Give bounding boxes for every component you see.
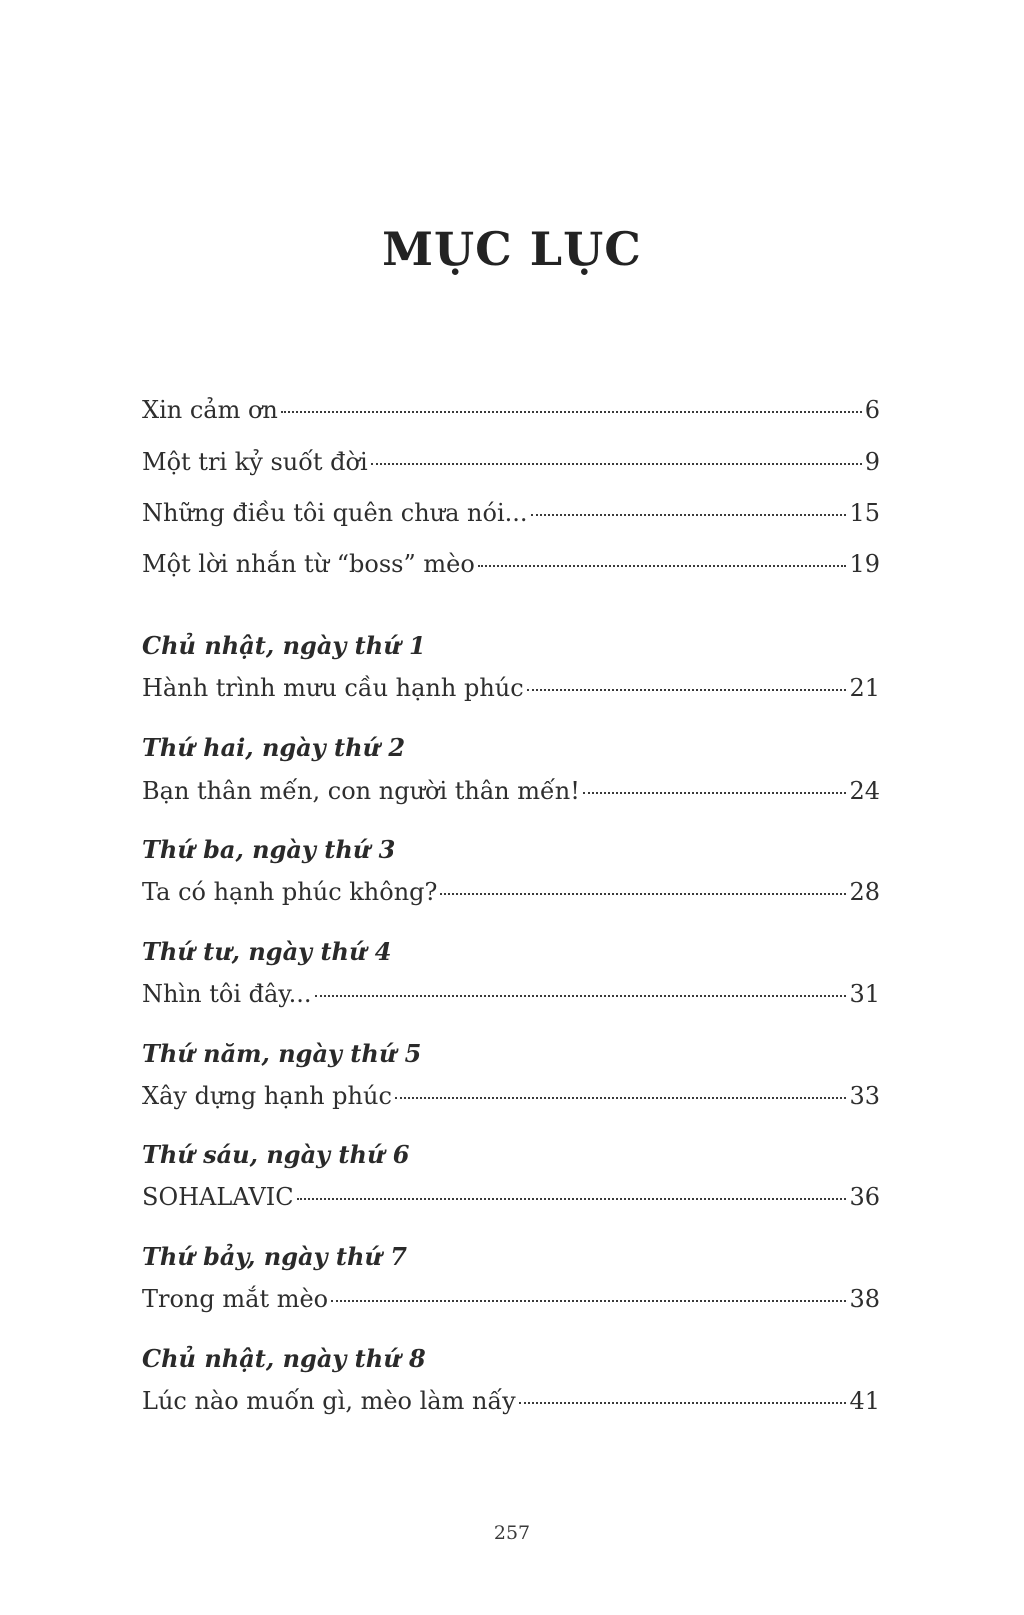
day-heading: Thứ ba, ngày thứ 3 <box>142 835 396 864</box>
day-heading: Thứ năm, ngày thứ 5 <box>142 1039 422 1068</box>
dot-leader <box>531 514 847 516</box>
toc-entry-label: Một lời nhắn từ “boss” mèo <box>142 550 475 578</box>
dot-leader <box>281 411 862 413</box>
toc-entry-page: 41 <box>849 1387 880 1415</box>
toc-entry-label: Bạn thân mến, con người thân mến! <box>142 777 580 805</box>
toc-entry[interactable] <box>142 876 880 908</box>
toc-entry-label: Những điều tôi quên chưa nói... <box>142 499 528 527</box>
dot-leader <box>315 995 847 997</box>
toc-entry[interactable] <box>142 1385 880 1417</box>
toc-entry-page: 6 <box>864 396 880 424</box>
toc-entry-page: 38 <box>849 1285 880 1313</box>
dot-leader <box>371 463 862 465</box>
toc-entry[interactable] <box>142 1080 880 1112</box>
toc-entry-label: Hành trình mưu cầu hạnh phúc <box>142 674 524 702</box>
toc-entry-page: 19 <box>849 550 880 578</box>
toc-entry-page: 28 <box>849 878 880 906</box>
dot-leader <box>527 689 847 691</box>
dot-leader <box>297 1198 847 1200</box>
dot-leader <box>395 1097 847 1099</box>
toc-entry-page: 24 <box>849 777 880 805</box>
day-heading: Chủ nhật, ngày thứ 1 <box>142 631 426 660</box>
toc-entry[interactable] <box>142 1283 880 1315</box>
dot-leader <box>440 893 846 895</box>
toc-entry-label: Ta có hạnh phúc không? <box>142 878 438 906</box>
toc-entry-label: Một tri kỷ suốt đời <box>142 448 368 476</box>
toc-entry[interactable] <box>142 548 880 580</box>
toc-entry-page: 36 <box>849 1183 880 1211</box>
toc-entry-page: 9 <box>864 448 880 476</box>
day-heading: Chủ nhật, ngày thứ 8 <box>142 1344 426 1373</box>
page-title: MỤC LỤC <box>382 222 642 276</box>
toc-entry-label: Lúc nào muốn gì, mèo làm nấy <box>142 1387 516 1415</box>
page-number: 257 <box>493 1522 531 1544</box>
toc-entry-page: 15 <box>849 499 880 527</box>
dot-leader <box>331 1300 846 1302</box>
day-heading: Thứ bảy, ngày thứ 7 <box>142 1242 407 1271</box>
toc-entry[interactable] <box>142 497 880 529</box>
toc-entry[interactable] <box>142 978 880 1010</box>
toc-entry[interactable] <box>142 672 880 704</box>
toc-entry[interactable] <box>142 446 880 478</box>
toc-entry[interactable] <box>142 775 880 807</box>
day-heading: Thứ hai, ngày thứ 2 <box>142 733 406 762</box>
toc-entry-label: Xin cảm ơn <box>142 396 278 424</box>
day-heading: Thứ tư, ngày thứ 4 <box>142 937 392 966</box>
toc-entry-label: Xây dựng hạnh phúc <box>142 1082 392 1110</box>
dot-leader <box>519 1402 847 1404</box>
toc-entry-label: Nhìn tôi đây... <box>142 980 312 1008</box>
toc-entry-page: 31 <box>849 980 880 1008</box>
toc-entry-page: 21 <box>849 674 880 702</box>
toc-entry[interactable] <box>142 394 880 426</box>
toc-entry[interactable] <box>142 1181 880 1213</box>
dot-leader <box>583 792 847 794</box>
dot-leader <box>478 565 847 567</box>
day-heading: Thứ sáu, ngày thứ 6 <box>142 1140 410 1169</box>
toc-entry-page: 33 <box>849 1082 880 1110</box>
toc-entry-label: SOHALAVIC <box>142 1183 294 1211</box>
toc-entry-label: Trong mắt mèo <box>142 1285 329 1313</box>
